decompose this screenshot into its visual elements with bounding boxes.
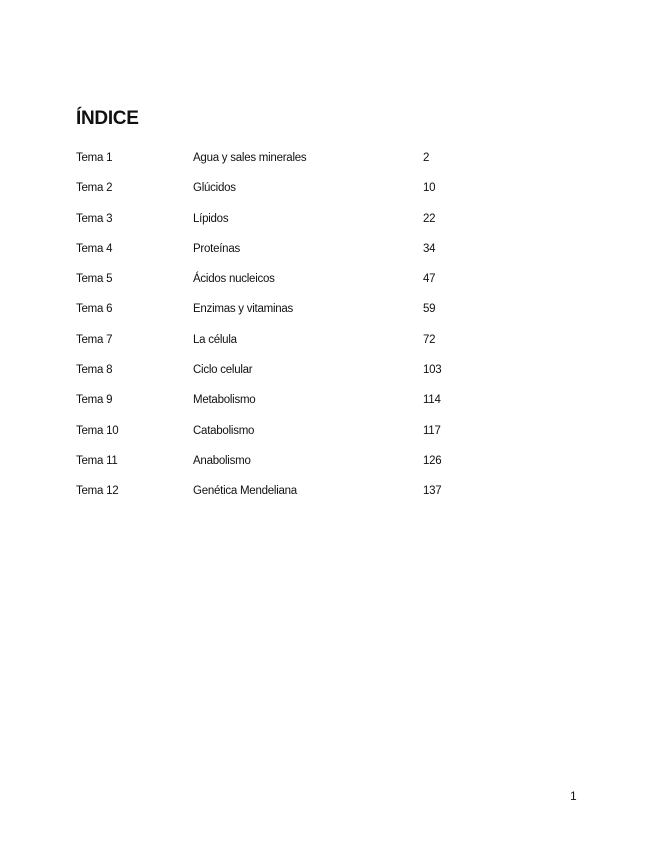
toc-row [76, 211, 496, 241]
toc-row [76, 150, 496, 180]
toc-page-number: 59 [423, 303, 436, 316]
toc-tema-label: Tema 11 [76, 454, 118, 467]
toc-row [76, 301, 496, 331]
toc-topic-name: Ciclo celular [193, 364, 253, 377]
toc-tema-label: Tema 9 [76, 394, 113, 407]
toc-topic-name: Glúcidos [193, 182, 236, 195]
toc-page-number: 103 [423, 364, 442, 377]
toc-row [76, 483, 496, 513]
toc-topic-name: Genética Mendeliana [193, 485, 297, 498]
toc-tema-label: Tema 5 [76, 273, 113, 286]
toc-tema-label: Tema 3 [76, 212, 113, 225]
toc-page-number: 137 [423, 485, 442, 498]
toc-row [76, 423, 496, 453]
toc-tema-label: Tema 1 [76, 152, 113, 164]
toc-topic-name: Enzimas y vitaminas [193, 303, 294, 316]
table-of-contents [76, 150, 496, 514]
toc-tema-label: Tema 4 [76, 242, 113, 255]
toc-page-number: 22 [423, 212, 436, 225]
toc-tema-label: Tema 12 [76, 485, 119, 498]
toc-tema-label: Tema 10 [76, 424, 119, 437]
toc-tema-label: Tema 6 [76, 303, 113, 316]
toc-topic-name: Ácidos nucleicos [193, 273, 275, 286]
toc-row [76, 453, 496, 483]
toc-topic-name: Lípidos [193, 212, 229, 225]
toc-tema-label: Tema 8 [76, 364, 113, 377]
toc-page-number: 34 [423, 242, 436, 255]
toc-page-number: 114 [423, 394, 441, 407]
toc-topic-name: Agua y sales minerales [193, 152, 307, 164]
toc-row [76, 392, 496, 422]
toc-topic-name: La célula [193, 333, 237, 346]
toc-topic-name: Catabolismo [193, 424, 255, 437]
toc-topic-name: Metabolismo [193, 394, 256, 407]
toc-tema-label: Tema 7 [76, 333, 113, 346]
toc-page-number: 72 [423, 333, 436, 346]
toc-topic-name: Anabolismo [193, 454, 251, 467]
page-title: ÍNDICE [76, 108, 139, 129]
toc-topic-name: Proteínas [193, 242, 240, 255]
toc-page-number: 117 [423, 424, 441, 437]
toc-tema-label: Tema 2 [76, 182, 113, 195]
toc-page-number: 2 [423, 152, 430, 164]
toc-row [76, 180, 496, 210]
toc-page-number: 47 [423, 273, 436, 286]
toc-row [76, 332, 496, 362]
page-number: 1 [570, 789, 577, 803]
toc-row [76, 241, 496, 271]
toc-page-number: 126 [423, 454, 442, 467]
toc-row [76, 362, 496, 392]
toc-page-number: 10 [423, 182, 436, 195]
toc-row [76, 271, 496, 301]
